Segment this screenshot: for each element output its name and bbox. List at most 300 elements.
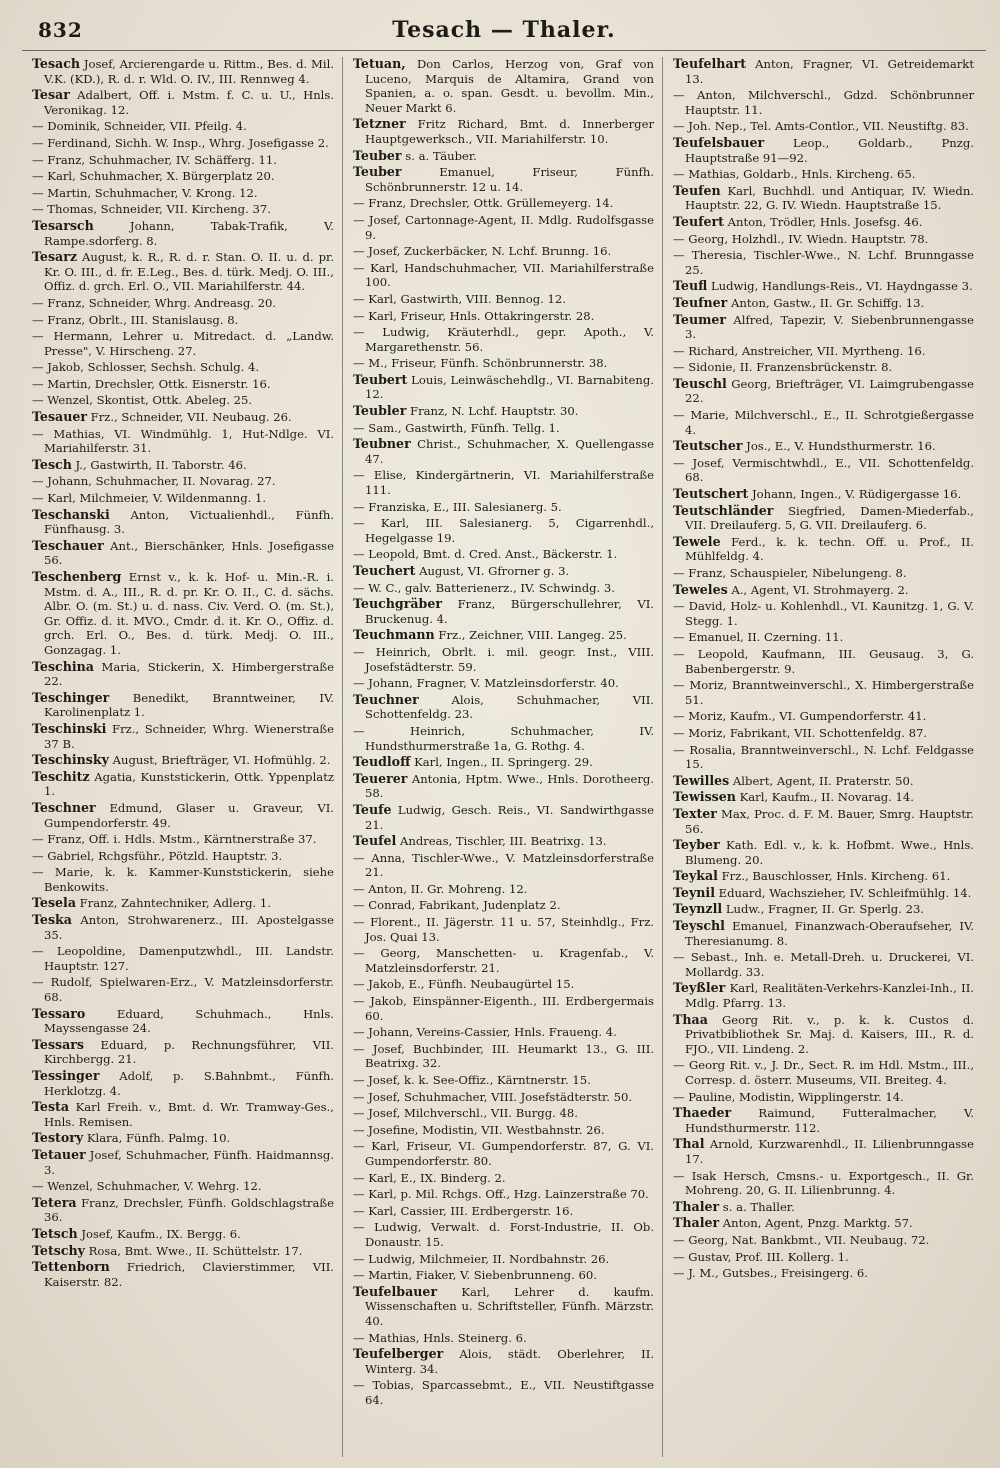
directory-entry [32,1196,334,1225]
entry-surname: Teufelhart [673,57,747,71]
entry-details: Moriz, Fabrikant, VII. Schottenfeldg. 87. [688,725,928,740]
entry-dash: — [353,850,372,865]
entry-details: Ludwig, Verwalt. d. Forst-Industrie, II. Ob. Donaustr. 15. [365,1220,655,1249]
entry-dash: — [673,742,690,757]
entry-surname: Teubler [353,403,407,419]
entry-surname: Teska [32,912,72,928]
entry-details: Anton, Trödler, Hnls. Josefsg. 46. [723,214,923,229]
entry-surname: Teynil [673,884,715,900]
entry-dash: — [353,260,371,275]
entry-dash: — [353,1106,369,1121]
entry-details: Marie, Milchverschl., E., II. Schrotgießergasse 4. [685,408,974,437]
directory-entry [673,919,974,948]
entry-details: Karl, Friseur, Hnls. Ottakringerstr. 28. [368,308,595,323]
directory-entry [673,678,974,707]
entry-dash: — [32,1179,48,1194]
entry-details: Johann, Vereins-Cassier, Hnls. Fraueng. 4. [368,1025,617,1040]
entry-details: Wenzel, Skontist, Ottk. Abeleg. 25. [47,393,253,408]
entry-details: Karl, Buchhdl. und Antiquar, IV. Wiedn. Hauptstr. 22, G. IV. Wiedn. Hauptstraße 15. [685,183,974,213]
entry-surname: Teynzll [673,901,723,917]
directory-entry [353,421,654,436]
entry-dash: — [32,202,48,217]
entry-details: Don Carlos, Herzog von, Graf von Luceno, Marquis de Altamira, Grand von Spanien, a. o. span. Gesdt. u. bevollm. Min., Neuer Markt 6. [365,57,654,115]
entry-details: Joh. Nep., Tel. Amts-Contlor., VII. Neustiftg. 83. [688,119,969,134]
entry-surname: Teweles [673,581,728,597]
entry-details: Josef, Zuckerbäcker, N. Lchf. Brunng. 16. [368,244,612,259]
entry-dash: — [673,408,691,423]
directory-entry [673,215,974,230]
directory-entry [673,184,974,213]
entry-details: Josef, Schuhmacher, Fünfh. Haidmannsg. 3. [44,1147,334,1177]
directory-entry [32,377,334,392]
entry-details: August, k. R., R. d. r. Stan. O. II. u. d. pr. Kr. O. III., d. fr. E.Leg., Bes. d. türk. Medj. O. III., Offiz. d. grch. Erl. O., VII. Mariahilferstr. 44. [44,250,334,294]
entry-surname: Teufel [353,833,397,849]
entry-details: Anton, Strohwarenerz., III. Apostelgasse 35. [44,913,334,942]
page-number: 832 [38,18,83,42]
entry-dash: — [673,1168,692,1183]
entry-dash: — [673,343,689,358]
entry-dash: — [673,360,689,375]
directory-entry [673,57,974,86]
entry-details: August, VI. Gfrorner g. 3. [415,564,570,578]
entry-dash: — [353,1139,372,1154]
entry-dash: — [673,1058,689,1073]
directory-entry [353,404,654,419]
entry-surname: Teschner [32,799,96,815]
entry-details: Frz., Bauschlosser, Hnls. Kircheng. 61. [717,869,951,884]
directory-entry [353,1106,654,1121]
entry-details: Isak Hersch, Cmsns.- u. Exportgesch., II. Gr. Mohreng. 20, G. II. Lilienbrunng. 4. [685,1168,974,1198]
entry-details: Franz, Schauspieler, Nibelungeng. 8. [688,566,907,580]
directory-entry [353,437,654,466]
directory-entry [673,88,974,117]
entry-details: J., Gastwirth, II. Taborstr. 46. [71,457,247,472]
directory-entry [673,902,974,917]
entry-details: J. M., Gutsbes., Freisingerg. 6. [688,1266,868,1281]
entry-details: Hermann, Lehrer u. Mitredact. d. „Landw. Presse", V. Hirscheng. 27. [44,329,335,358]
directory-entry [673,566,974,581]
entry-surname: Teubert [353,371,408,387]
directory-entry [353,1139,654,1168]
entry-surname: Tesar [32,87,70,103]
entry-dash: — [32,295,48,310]
entry-details: Franz, Zahntechniker, Adlerg. 1. [76,896,271,911]
directory-entry [32,458,334,473]
entry-surname: Teschitz [32,768,90,784]
entry-details: Frz., Schneider, Whrg. Wienerstraße 37 B. [44,721,334,751]
entry-details: Eduard, p. Rechnungsführer, VII. Kirchbergg. 21. [44,1037,334,1067]
entry-details: Christ., Schuhmacher, X. Quellengasse 47. [365,437,654,466]
directory-entry [32,169,334,184]
directory-entry [353,356,654,371]
entry-details: Anton, Victualienhdl., Fünfh. Fünfhausg. 3. [44,507,334,537]
directory-entry [673,869,974,884]
entry-surname: Teuchner [353,691,419,707]
directory-entry [673,1200,974,1215]
directory-entry [32,944,334,973]
column-3 [662,57,982,1457]
entry-surname: Teuchmann [353,627,435,643]
entry-surname: Teufner [673,294,728,310]
directory-entry [673,807,974,836]
directory-entry [32,832,334,847]
entry-dash: — [673,248,692,263]
directory-entry [353,57,654,115]
directory-entry [353,500,654,515]
directory-entry [32,849,334,864]
entry-dash: — [353,1187,369,1202]
entry-dash: — [353,1203,369,1218]
entry-details: Ludw., Fragner, II. Gr. Sperlg. 23. [722,902,925,917]
entry-details: Sam., Gastwirth, Fünfh. Tellg. 1. [368,420,560,435]
directory-entry [32,1244,334,1259]
directory-entry [353,676,654,691]
entry-details: Rudolf, Spielwaren-Erz., V. Matzleinsdorferstr. 68. [44,975,334,1005]
directory-entry [673,1137,974,1166]
entry-dash: — [673,725,689,740]
directory-entry [353,915,654,944]
entry-surname: Teumer [673,311,727,327]
entry-details: Adolf, p. S.Bahnbmt., Fünfh. Herklotzg. 4. [44,1069,334,1098]
entry-details: Theresia, Tischler-Wwe., N. Lchf. Brunngasse 25. [685,248,974,277]
directory-entry [353,1285,654,1329]
entry-dash: — [32,152,48,167]
entry-surname: Tesch [32,456,72,472]
entry-surname: Thaler [673,1215,720,1231]
directory-entry [353,516,654,545]
entry-surname: Teyßler [673,980,726,996]
entry-surname: Teufl [673,278,708,294]
entry-dash: — [353,1089,369,1104]
directory-entry [32,801,334,830]
entry-details: W. C., galv. Batterienerz., IV. Schwindg. 3. [368,580,615,595]
directory-entry [353,834,654,849]
directory-entry [32,1179,334,1194]
directory-entry [353,244,654,259]
directory-entry [673,1106,974,1135]
directory-entry [32,153,334,168]
entry-dash: — [353,1073,369,1087]
directory-entry [353,1331,654,1346]
directory-entry [353,309,654,324]
entry-dash: — [32,329,54,344]
entry-surname: Teudloff [353,754,411,770]
entry-details: Edmund, Glaser u. Graveur, VI. Gumpendorferstr. 49. [44,800,334,830]
entry-dash: — [353,1268,369,1283]
entry-surname: Teufelberger [353,1346,444,1362]
directory-entry [32,770,334,799]
entry-surname: Teufe [353,801,392,817]
entry-details: M., Friseur, Fünfh. Schönbrunnerstr. 38. [368,356,608,371]
entry-details: Ferd., k. k. techn. Off. u. Prof., II. Mühlfeldg. 4. [685,534,974,564]
entry-surname: Tewissen [673,789,736,805]
entry-surname: Teufen [673,182,721,198]
directory-entry [353,1220,654,1249]
entry-dash: — [32,393,48,408]
directory-entry [353,898,654,913]
entry-details: Adalbert, Off. i. Mstm. f. C. u. U., Hnls. Veronikag. 12. [44,88,334,117]
entry-details: Anton, Agent, Pnzg. Marktg. 57. [719,1216,913,1231]
directory-entry [353,1204,654,1219]
entry-details: Alfred, Tapezir, V. Siebenbrunnengasse 3. [685,312,974,342]
entry-surname: Thaeder [673,1105,732,1121]
entry-details: Frz., Schneider, VII. Neubaug. 26. [87,410,292,425]
entry-dash: — [353,499,369,514]
entry-details: Martin, Drechsler, Ottk. Eisnerstr. 16. [47,376,271,391]
entry-details: Raimund, Futteralmacher, V. Hundsthurmerstr. 112. [685,1106,974,1135]
entry-details: Karl, Friseur, VI. Gumpendorferstr. 87, G. VI. Gumpendorferstr. 80. [365,1139,654,1168]
entry-dash: — [353,644,376,659]
directory-entry [32,57,334,86]
entry-details: Dominik, Schneider, VII. Pfeilg. 4. [47,119,247,134]
directory-entry [353,292,654,307]
directory-entry [673,408,974,437]
entry-dash: — [353,244,369,259]
directory-entry [673,599,974,628]
entry-details: Ernst v., k. k. Hof- u. Min.-R. i. Mstm. d. A., III., R. d. pr. Kr. O. II., C. d. sächs. Albr. O. (m. St.) u. d. nass. Civ. Verd. O. (m. St.), Gr. Offiz. d. it. MVO., Cmdr. d. it. Kr. O., Offiz. d. grch. Erl. O., Bes. d. türk. Medj. O. III., Gonzagag. 1. [44,570,334,657]
directory-entry [673,344,974,359]
directory-entry [32,913,334,942]
entry-surname: Teuchgräber [353,596,442,612]
entry-details: David, Holz- u. Kohlenhdl., VI. Kaunitzg. 1, G. V. Stegg. 1. [685,599,974,628]
entry-details: Eduard, Wachszieher, IV. Schleifmühlg. 14. [714,885,972,900]
entry-dash: — [353,994,371,1009]
entry-surname: Teschauer [32,537,104,553]
entry-details: Jakob, Schlosser, Sechsh. Schulg. 4. [47,360,260,375]
entry-details: Wenzel, Schuhmacher, V. Wehrg. 12. [47,1179,262,1194]
entry-details: Leopoldine, Damenputzwhdl., III. Landstr. Hauptstr. 127. [44,944,334,973]
entry-details: Johann, Fragner, V. Matzleinsdorferstr. 40. [368,676,619,691]
entry-details: Josef, Kaufm., IX. Bergg. 6. [77,1226,241,1241]
entry-details: Mathias, Goldarb., Hnls. Kircheng. 65. [688,167,916,182]
entry-details: Karl, III. Salesianerg. 5, Cigarrenhdl., Hegelgasse 19. [365,516,655,545]
directory-entry [353,564,654,579]
directory-entry [32,1131,334,1146]
entry-dash: — [353,881,369,896]
entry-details: Ferdinand, Sichh. W. Insp., Whrg. Josefigasse 2. [47,135,329,150]
entry-dash: — [353,1170,369,1185]
entry-details: Martin, Fiaker, V. Siebenbrunneng. 60. [368,1268,597,1283]
entry-details: Moriz, Branntweinverschl., X. Himbergerstraße 51. [685,678,974,707]
entry-details: Richard, Anstreicher, VII. Myrtheng. 16. [688,343,926,358]
entry-dash: — [673,1232,689,1247]
entry-details: Josefine, Modistin, VII. Westbahnstr. 26. [368,1122,605,1137]
entry-details: Ludwig, Handlungs-Reis., VI. Haydngasse 3. [707,279,973,294]
entry-surname: Tetzner [353,116,406,132]
entry-surname: Teufert [673,213,724,229]
entry-surname: Tesauer [32,409,87,425]
entry-dash: — [673,566,689,580]
entry-surname: Teufelsbauer [673,134,765,150]
directory-entry [353,946,654,975]
directory-entry [673,136,974,165]
entry-dash: — [32,944,57,959]
entry-details: A., Agent, VI. Strohmayerg. 2. [727,582,909,597]
entry-details: Josef, Buchbinder, III. Heumarkt 13., G. III. Beatrixg. 32. [365,1041,654,1071]
entry-dash: — [32,119,48,134]
entry-dash: — [32,491,48,506]
directory-entry [353,1025,654,1040]
directory-entry [32,219,334,248]
directory-entry [353,196,654,211]
directory-entry [353,1187,654,1202]
entry-details: Ludwig, Milchmeier, II. Nordbahnstr. 26. [368,1251,610,1266]
directory-entry [32,722,334,751]
directory-entry [673,709,974,724]
directory-entry [32,1069,334,1098]
directory-entry [32,865,334,894]
entry-dash: — [353,356,369,371]
entry-surname: Teschinski [32,720,107,736]
directory-entry [353,1171,654,1186]
entry-details: Georg Rit. v., p. k. k. Custos d. Privatbibliothek Sr. Maj. d. Kaisers, III., R. d. FJO., VII. Lindeng. 2. [685,1012,974,1056]
entry-details: Georg, Holzhdl., IV. Wiedn. Hauptstr. 78. [688,231,929,246]
directory-entry [353,149,654,164]
directory-entry [32,313,334,328]
entry-dash: — [673,599,689,614]
entry-details: s. a. Täuber. [401,148,477,163]
entry-details: Ludwig, Gesch. Reis., VI. Sandwirthgasse 21. [365,802,654,832]
entry-dash: — [32,312,48,327]
entry-dash: — [353,468,374,483]
entry-surname: Tetauer [32,1146,86,1162]
entry-details: Johann, Tabak-Trafik, V. Rampe.sdorferg. 8. [44,218,334,248]
directory-entry [32,393,334,408]
entry-surname: Teuber [353,164,402,180]
entry-details: Leopold, Kaufmann, III. Geusaug. 3, G. Babenbergerstr. 9. [685,646,974,676]
entry-dash: — [673,119,689,134]
entry-dash: — [673,167,689,182]
directory-entry [673,886,974,901]
entry-details: Georg, Nat. Bankbmt., VII. Neubaug. 72. [688,1232,930,1247]
entry-surname: Teutschländer [673,502,774,518]
directory-entry [673,1013,974,1057]
directory-entry [32,1148,334,1177]
directory-entry [673,950,974,979]
entry-details: Alois, Schuhmacher, VII. Schottenfeldg. 23. [365,692,654,722]
entry-details: Karl, Lehrer d. kaufm. Wissenschaften u. Schriftsteller, Fünfh. Märzstr. 40. [365,1284,654,1328]
page-header [22,16,986,51]
entry-dash: — [673,231,689,246]
entry-surname: Tessars [32,1036,85,1052]
directory-entry [353,1268,654,1283]
entry-dash: — [353,915,371,930]
directory-entry [353,1073,654,1088]
entry-dash: — [673,1249,689,1264]
entry-details: Jakob, Einspänner-Eigenth., III. Erdbergermais 60. [365,994,655,1023]
directory-entry [32,491,334,506]
entry-dash: — [353,196,369,211]
directory-entry [32,753,334,768]
entry-details: Karl Freih. v., Bmt. d. Wr. Tramway-Ges., Hnls. Remisen. [44,1100,334,1129]
directory-entry [353,597,654,626]
entry-dash: — [353,420,369,435]
directory-entry [673,790,974,805]
directory-entry [673,456,974,485]
entry-details: Alois, städt. Oberlehrer, II. Winterg. 34. [365,1347,654,1376]
entry-dash: — [32,376,48,391]
entry-details: Albert, Agent, II. Praterstr. 50. [729,773,914,788]
directory-entry [673,377,974,406]
directory-entry [32,427,334,456]
entry-dash: — [673,646,698,661]
entry-surname: Tetschy [32,1242,85,1258]
entry-surname: Testa [32,1099,70,1115]
directory-entry [673,743,974,772]
entry-details: Franz, Schuhmacher, IV. Schäfferg. 11. [47,152,277,167]
entry-surname: Tesarsch [32,217,94,233]
directory-entry [673,647,974,676]
entry-details: Georg Rit. v., J. Dr., Sect. R. im Hdl. Mstm., III., Corresp. d. österr. Museums, VII. Breiteg. 4. [685,1058,975,1087]
directory-entry [32,1260,334,1289]
entry-details: Emanuel, II. Czerning. 11. [688,630,844,645]
directory-entry [353,468,654,497]
entry-details: Sidonie, II. Franzensbrückenstr. 8. [688,360,893,375]
entry-dash: — [353,1025,369,1040]
entry-details: Franziska, E., III. Salesianerg. 5. [368,499,562,514]
entry-details: Heinrich, Obrlt. i. mil. geogr. Inst., VIII. Josefstädterstr. 59. [365,644,655,674]
entry-dash: — [32,474,48,489]
entry-dash: — [32,848,48,863]
directory-entry [32,88,334,117]
directory-entry [673,1090,974,1105]
entry-details: Franz, Off. i. Hdls. Mstm., Kärntnerstraße 37. [47,832,317,847]
directory-entry [353,882,654,897]
entry-details: Georg, Briefträger, VI. Laimgrubengasse 22. [685,376,974,406]
entry-details: Thomas, Schneider, VII. Kircheng. 37. [47,202,271,217]
directory-entry [353,645,654,674]
directory-entry [673,1216,974,1231]
entry-details: Tobias, Sparcassebmt., E., VII. Neustiftgasse 64. [365,1378,654,1407]
entry-details: Friedrich, Clavierstimmer, VII. Kaiserstr. 82. [44,1260,334,1289]
entry-dash: — [353,946,381,961]
entry-details: Josef, Vermischtwhdl., E., VII. Schottenfeldg. 68. [685,455,974,485]
entry-dash: — [32,185,48,200]
directory-entry [353,213,654,242]
directory-entry [673,248,974,277]
entry-details: Josef, Milchverschl., VII. Burgg. 48. [368,1106,578,1121]
directory-entry [32,1100,334,1129]
entry-details: Maria, Stickerin, X. Himbergerstraße 22. [44,659,334,689]
entry-surname: Teschanski [32,506,110,522]
directory-entry [32,474,334,489]
directory-entry [353,581,654,596]
directory-entry [32,410,334,425]
entry-details: Pauline, Modistin, Wipplingerstr. 14. [688,1089,904,1104]
entry-surname: Teschina [32,658,94,674]
entry-surname: Teuschl [673,375,727,391]
entry-details: Gabriel, Rchgsführ., Pötzld. Hauptstr. 3. [47,848,283,863]
entry-surname: Thaler [673,1198,720,1214]
entry-dash: — [353,516,381,531]
entry-details: Emanuel, Friseur, Fünfh. Schönbrunnerstr. 12 u. 14. [365,165,654,194]
entry-dash: — [353,1330,369,1345]
entry-surname: Thal [673,1136,705,1152]
entry-details: Eduard, Schuhmach., Hnls. Mayssengasse 24. [44,1006,334,1036]
entry-surname: Teschinger [32,689,110,705]
directory-entry [673,360,974,375]
entry-details: Karl, Cassier, III. Erdbergerstr. 16. [368,1203,574,1218]
directory-entry [673,439,974,454]
entry-details: Max, Proc. d. F. M. Bauer, Smrg. Hauptstr. 56. [685,806,974,836]
entry-surname: Tessinger [32,1068,100,1083]
directory-entry [353,851,654,880]
directory-entry [353,165,654,194]
entry-surname: Teuber [353,147,402,163]
entry-details: Antonia, Hptm. Wwe., Hnls. Dorotheerg. 58. [365,771,654,801]
entry-details: Karl, p. Mil. Rchgs. Off., Hzg. Lainzerstraße 70. [368,1187,649,1202]
entry-details: Elise, Kindergärtnerin, VI. Mariahilferstraße 111. [365,468,655,498]
